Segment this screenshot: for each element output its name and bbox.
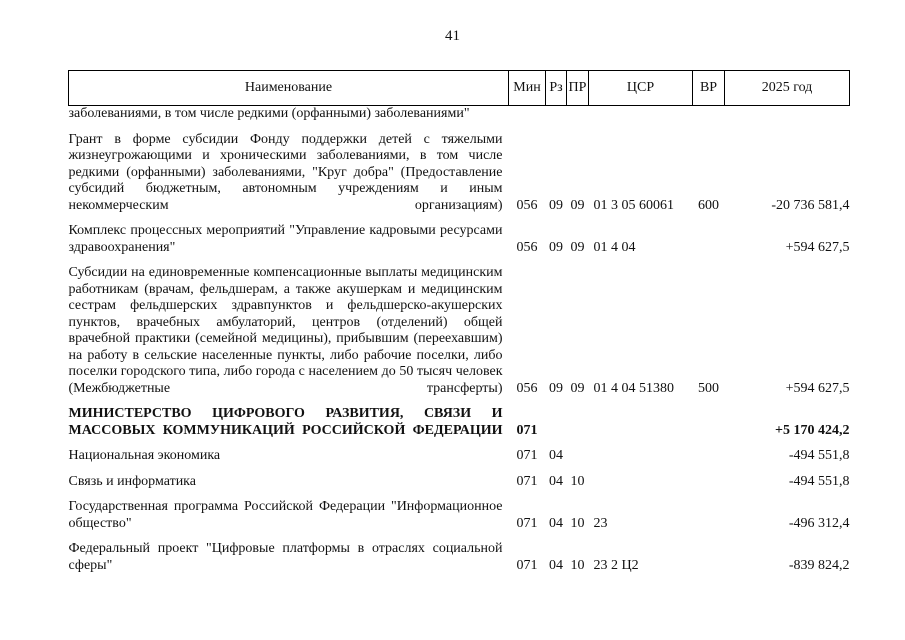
row-rz: 04 (549, 557, 563, 573)
row-amount: -20 736 581,4 (771, 197, 850, 213)
row-pr (567, 448, 589, 465)
header-name: Наименование (69, 71, 509, 106)
table-row (69, 541, 850, 574)
row-rz: 09 (549, 197, 563, 213)
budget-table (68, 70, 850, 574)
row-pr: 10 (570, 557, 585, 573)
row-amount: -496 312,4 (788, 515, 850, 531)
row-rz: 04 (549, 515, 563, 531)
row-name: заболеваниями, в том числе редкими (орфанными) заболеваниями" (68, 106, 470, 121)
row-csr: 01 4 04 51380 (593, 380, 674, 396)
row-pr: 09 (570, 239, 585, 255)
table-header-row (69, 71, 850, 106)
header-year: 2025 год (725, 71, 850, 106)
row-csr: 01 4 04 (593, 239, 636, 255)
row-amount: -839 824,2 (788, 557, 850, 573)
header-min: Мин (509, 71, 546, 106)
header-rz: Рз (546, 71, 567, 106)
row-name: МИНИСТЕРСТВО ЦИФРОВОГО РАЗВИТИЯ, СВЯЗИ И МАССОВЫХ КОММУНИКАЦИЙ РОССИЙСКОЙ ФЕДЕРАЦИИ (68, 406, 503, 438)
row-amount: +594 627,5 (785, 380, 850, 396)
row-pr: 09 (570, 380, 585, 396)
row-pr (567, 406, 589, 439)
row-name: Связь и информатика (68, 473, 196, 489)
row-amount (725, 106, 850, 123)
row-name: Государственная программа Российской Федерации "Информационное общество" (68, 499, 503, 531)
row-min (509, 106, 546, 123)
row-pr: 09 (570, 197, 585, 213)
header-csr: ЦСР (589, 71, 693, 106)
row-name: Субсидии на единовременные компенсационные выплаты медицинским работникам (врачам, фельдшерам, а также акушеркам и медицинским сестрам фельдшерских здравпунктов и фельдшерско-акушерских пунктов, врачебных амбулаторий, центров (отделений) общей врачебной практики (семейной медицины), прибывшим (переехавшим) на работу в сельские населенные пункты, либо рабочие поселки, либо поселки городского типа, либо города с населением до 50 тысяч человек (Межбюджетные трансферты) (68, 265, 503, 396)
row-rz (546, 406, 567, 439)
table-row (69, 223, 850, 256)
table-row (69, 132, 850, 215)
row-csr: 23 (593, 515, 608, 531)
row-min: 071 (516, 473, 538, 489)
table-row (69, 265, 850, 397)
row-amount: -494 551,8 (788, 448, 850, 463)
row-min: 071 (516, 515, 538, 531)
row-pr: 10 (570, 515, 585, 531)
row-rz: 09 (549, 380, 563, 396)
row-vr (693, 223, 725, 256)
row-rz: 04 (549, 473, 563, 489)
row-vr (693, 541, 725, 574)
row-vr (693, 406, 725, 439)
row-amount: +594 627,5 (785, 239, 850, 255)
header-vr: ВР (693, 71, 725, 106)
table-row (69, 448, 850, 465)
row-rz: 09 (549, 239, 563, 255)
row-vr: 500 (698, 380, 719, 396)
row-min: 056 (516, 380, 538, 396)
row-name: Федеральный проект "Цифровые платформы в отраслях социальной сферы" (68, 541, 503, 573)
row-min: 071 (516, 557, 538, 573)
table-row (69, 106, 850, 123)
row-vr (693, 106, 725, 123)
page-number: 41 (445, 28, 460, 44)
row-min: 056 (516, 197, 538, 213)
row-rz: 04 (549, 448, 563, 463)
row-vr: 600 (698, 197, 719, 213)
header-pr: ПР (567, 71, 589, 106)
row-csr (589, 406, 693, 439)
row-csr: 23 2 Ц2 (593, 557, 639, 573)
row-name: Национальная экономика (68, 448, 221, 463)
row-csr (589, 448, 693, 465)
row-csr (589, 106, 693, 123)
row-min: 071 (516, 422, 538, 438)
row-rz (546, 106, 567, 123)
row-name: Грант в форме субсидии Фонду поддержки детей с тяжелыми жизнеугрожающими и хроническими заболеваниями, в том числе редкими (орфанными) заболеваниями, "Круг добра" (Предоставление субсидий бюджетным, автономным учреждениям и иным некоммерческим организациям) (68, 131, 503, 213)
table-row (69, 474, 850, 491)
row-vr (693, 474, 725, 491)
row-amount: -494 551,8 (788, 473, 850, 489)
row-csr (589, 474, 693, 491)
table-row (69, 499, 850, 532)
row-csr: 01 3 05 60061 (593, 197, 674, 213)
row-vr (693, 448, 725, 465)
row-name: Комплекс процессных мероприятий "Управление кадровыми ресурсами здравоохранения" (68, 223, 503, 255)
table-row-ministry (69, 406, 850, 439)
row-amount: +5 170 424,2 (775, 422, 850, 438)
row-pr (567, 106, 589, 123)
row-pr: 10 (570, 473, 585, 489)
row-min: 056 (516, 239, 538, 255)
row-vr (693, 499, 725, 532)
row-min: 071 (516, 448, 538, 463)
